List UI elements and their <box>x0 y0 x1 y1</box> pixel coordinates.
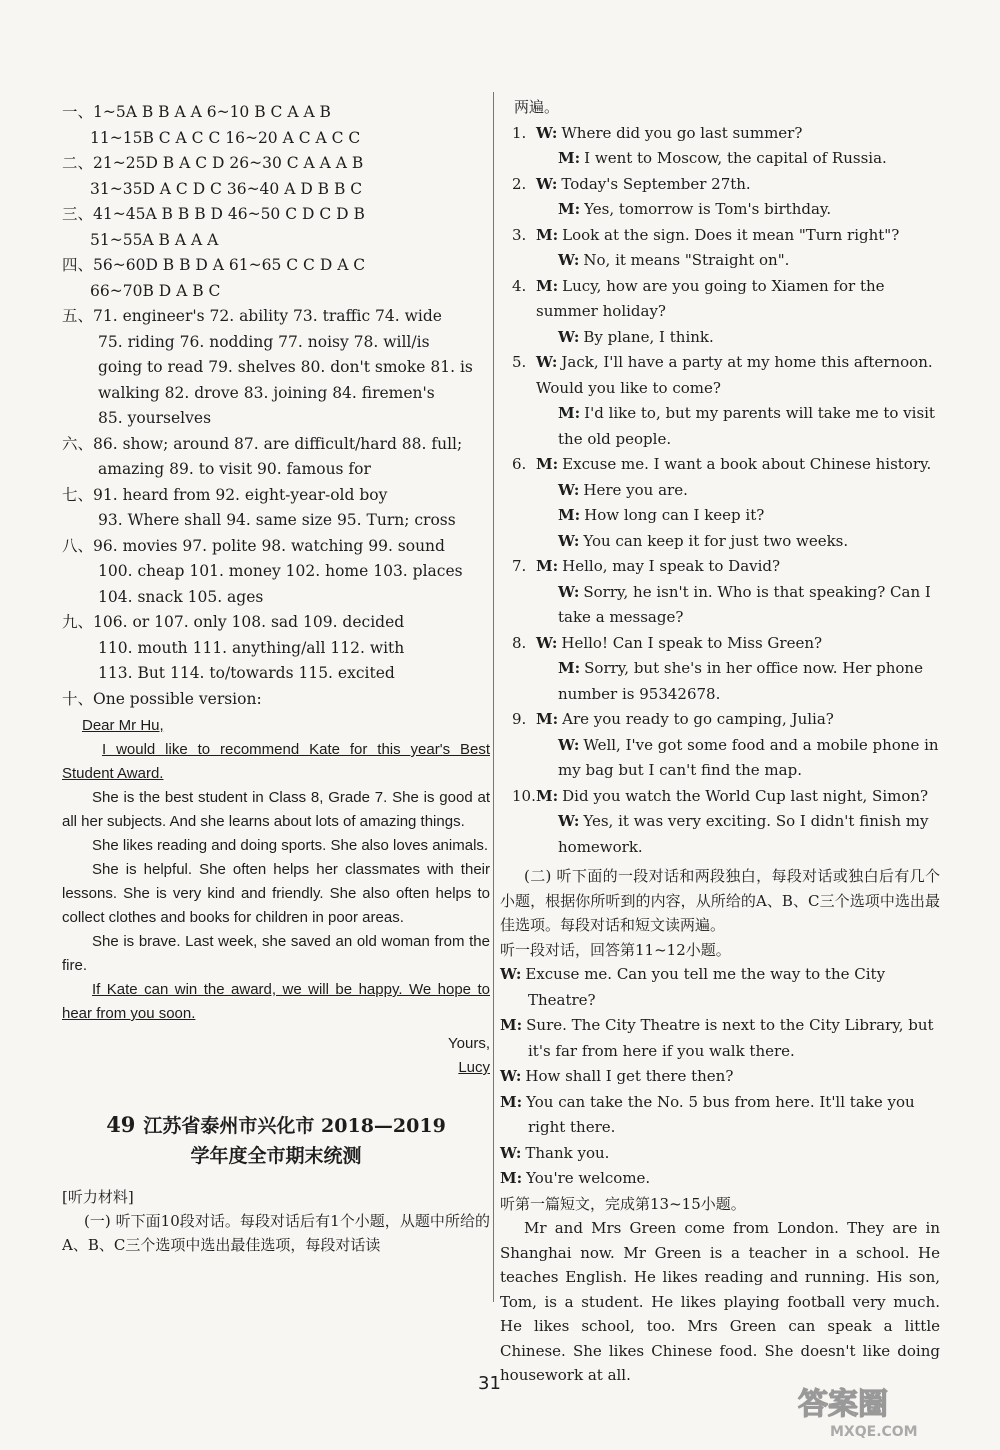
answer-range: 31~35 <box>90 179 143 198</box>
dialogue-line <box>500 325 940 351</box>
dialogue-line <box>500 656 940 707</box>
answer-line: 93. Where shall 94. same size 95. Turn; cross <box>98 511 456 529</box>
answer-letters: A B B B D 46~50 C D C D B <box>145 205 365 223</box>
speaker: M: <box>536 455 559 473</box>
speaker: M: <box>500 1092 523 1111</box>
dialogue-number: 5. <box>512 353 527 371</box>
answer-line: 五、71. engineer's 72. ability 73. traffic 74. wide <box>62 307 442 325</box>
speaker: M: <box>536 276 559 295</box>
answer-letters: D B B D A 61~65 C C D A C <box>145 256 366 274</box>
dialogue-line <box>500 631 940 657</box>
dialogue-text: You're welcome. <box>526 1169 651 1187</box>
speaker: W: <box>500 965 522 983</box>
answer-range: 三、41~45 <box>62 205 146 223</box>
dialogue-text: Hello, may I speak to David? <box>562 557 781 575</box>
speaker: W: <box>558 812 580 830</box>
dialogue-text: You can take the No. 5 bus from here. It'll take you right there. <box>526 1092 915 1136</box>
answer-line: 113. But 114. to/towards 115. excited <box>98 664 395 682</box>
section-number: 49 <box>106 1112 136 1137</box>
answer-row <box>62 177 490 203</box>
answer-line: amazing 89. to visit 90. famous for <box>98 460 371 478</box>
svg-text:MXQE.COM: MXQE.COM <box>830 1424 918 1440</box>
answer-letters: B D A B C <box>142 281 221 300</box>
answer-letters: D B A C D 26~30 C A A A B <box>145 154 364 172</box>
dialogue-number: 2. <box>512 174 527 193</box>
svg-text:答案圈: 答案圈 <box>798 1387 888 1422</box>
dialogue-number: 4. <box>512 276 527 295</box>
letter-paragraph: She is brave. Last week, she saved an old woman from the fire. <box>62 933 490 974</box>
letter-paragraph: She likes reading and doing sports. She also loves animals. <box>92 837 489 854</box>
dialogue-line <box>500 146 940 172</box>
dialogue-2 <box>500 962 940 1192</box>
answer-line: 八、96. movies 97. polite 98. watching 99. sound <box>62 536 445 555</box>
speaker: W: <box>558 582 580 601</box>
answer-row <box>62 100 490 126</box>
answer-range: 51~55 <box>90 230 143 249</box>
speaker: M: <box>536 710 559 728</box>
dialogue-list <box>500 121 940 861</box>
dialogue-text: Where did you go last summer? <box>561 123 803 142</box>
letter-greeting: Dear Mr Hu, <box>82 717 164 734</box>
speaker: W: <box>558 735 580 754</box>
speaker: W: <box>558 480 580 499</box>
section-intro: (一) 听下面10段对话。每段对话后有1个小题，从题中所给的A、B、C三个选项中选出最佳选项，每段对话读 <box>62 1212 490 1254</box>
answer-line: 104. snack 105. ages <box>98 587 264 606</box>
answer-letters: A B B A A 6~10 B C A A B <box>125 103 331 121</box>
dialogue-line <box>500 1141 940 1167</box>
letter-paragraph: If Kate can win the award, we will be happy. We hope to hear from you soon. <box>62 981 490 1022</box>
answer-letters: B C A C C 16~20 A C A C C <box>142 128 361 147</box>
dialogue-number: 6. <box>512 455 527 473</box>
answer-letters: A B A A A <box>142 230 219 249</box>
answer-row <box>62 228 490 254</box>
answer-row <box>62 202 490 228</box>
section-title-line2: 学年度全市期末统测 <box>190 1145 362 1167</box>
speaker: M: <box>536 786 559 805</box>
dialogue-line <box>500 554 940 580</box>
dialogue-text: Yes, tomorrow is Tom's birthday. <box>584 200 832 218</box>
speaker: W: <box>536 353 558 371</box>
speaker: M: <box>558 149 581 167</box>
dialogue-number: 3. <box>512 225 527 244</box>
dialogue-line <box>500 809 940 860</box>
dialogue-text: I'd like to, but my parents will take me to visit the old people. <box>558 404 935 448</box>
answer-key <box>62 100 490 712</box>
speaker: W: <box>558 327 580 346</box>
letter-paragraph: I would like to recommend Kate for this year's Best Student Award. <box>62 741 490 782</box>
answer-line: 九、106. or 107. only 108. sad 109. decided <box>62 613 405 631</box>
answer-line: 七、91. heard from 92. eight-year-old boy <box>62 485 388 504</box>
dialogue-line <box>500 529 940 555</box>
dialogue-text: Here you are. <box>583 480 688 499</box>
dialogue-number: 9. <box>512 710 527 728</box>
answer-row <box>62 151 490 177</box>
part2-intro: (二) 听下面的一段对话和两段独白，每段对话或独白后有几个小题，根据你所听到的内容，从所给的A、B、C三个选项中选出最佳选项。每段对话和短文读两遍。 <box>500 867 940 934</box>
dialogue-line <box>500 452 940 478</box>
right-column <box>500 100 940 1388</box>
answer-letters: D A C D C 36~40 A D B B C <box>142 179 363 198</box>
speaker: M: <box>536 557 559 575</box>
answer-range: 11~15 <box>90 128 143 147</box>
speaker: M: <box>536 225 559 244</box>
section-title <box>62 1110 490 1171</box>
dialogue-text: Look at the sign. Does it mean "Turn right"? <box>562 225 900 244</box>
answer-line: 六、86. show; around 87. are difficult/hard 88. full; <box>62 434 463 453</box>
model-letter <box>62 714 490 1080</box>
answer-row <box>62 126 490 152</box>
dialogue-line <box>500 580 940 631</box>
dialogue-text: Well, I've got some food and a mobile phone in my bag but I can't find the map. <box>558 735 939 779</box>
speaker: W: <box>536 633 558 652</box>
dialogue-line <box>500 478 940 504</box>
speaker: M: <box>558 404 581 422</box>
dialogue-line <box>500 401 940 452</box>
dialogue-number: 1. <box>512 123 527 142</box>
dialogue-text: Jack, I'll have a party at my home this afternoon. Would you like to come? <box>536 353 933 397</box>
column-divider <box>493 92 494 1302</box>
answer-range: 四、56~60 <box>62 256 146 274</box>
section-title-line1: 江苏省泰州市兴化市 2018—2019 <box>143 1115 446 1137</box>
dialogue-line <box>500 1166 940 1192</box>
answer-range: 二、21~25 <box>62 154 146 172</box>
dialogue-line <box>500 121 940 147</box>
dialogue-text: Did you watch the World Cup last night, Simon? <box>562 786 929 805</box>
dialogue-text: Excuse me. I want a book about Chinese history. <box>562 455 932 473</box>
dialogue-text: Are you ready to go camping, Julia? <box>562 710 834 728</box>
dialogue-text: Thank you. <box>525 1143 610 1162</box>
dialogue-text: No, it means "Straight on". <box>583 251 790 269</box>
dialogue-text: Lucy, how are you going to Xiamen for the summer holiday? <box>536 276 885 320</box>
dialogue-text: By plane, I think. <box>583 327 714 346</box>
speaker: M: <box>558 200 581 218</box>
dialogue-text: Yes, it was very exciting. So I didn't finish my homework. <box>558 812 929 856</box>
watermark-logo <box>790 1380 970 1440</box>
letter-signature: Lucy <box>458 1059 490 1076</box>
dialogue-text: Sorry, he isn't in. Who is that speaking? Can I take a message? <box>558 582 931 626</box>
letter-paragraph: She is the best student in Class 8, Grade 7. She is good at all her subjects. And she learns about lots of amazing things. <box>62 789 490 830</box>
speaker: W: <box>558 531 580 550</box>
speaker: W: <box>500 1143 522 1162</box>
dialogue-text: How shall I get there then? <box>525 1067 734 1085</box>
dialogue-line <box>500 962 940 1013</box>
speaker: W: <box>558 251 580 269</box>
answer-line: 75. riding 76. nodding 77. noisy 78. will/is <box>98 332 430 351</box>
dialogue-line <box>500 223 940 249</box>
speaker: W: <box>536 174 558 193</box>
passage-task: 听第一篇短文，完成第13~15小题。 <box>500 1194 746 1213</box>
dialogue-text: Sorry, but she's in her office now. Her phone number is 95342678. <box>558 659 923 703</box>
speaker: M: <box>500 1016 523 1034</box>
answer-line: 十、One possible version: <box>62 689 262 708</box>
dialogue-line <box>500 350 940 401</box>
part2-task: 听一段对话，回答第11~12小题。 <box>500 940 731 959</box>
speaker: W: <box>536 123 558 142</box>
dialogue-text: You can keep it for just two weeks. <box>583 531 849 550</box>
answer-row <box>62 253 490 279</box>
dialogue-line <box>500 248 940 274</box>
answer-line: 85. yourselves <box>98 409 212 427</box>
dialogue-text: Sure. The City Theatre is next to the City Library, but it's far from here if you walk there. <box>526 1016 934 1060</box>
answer-line: going to read 79. shelves 80. don't smoke 81. is <box>98 358 473 376</box>
dialogue-number: 10. <box>512 786 536 805</box>
dialogue-line <box>500 784 940 810</box>
dialogue-line <box>500 1064 940 1090</box>
dialogue-line <box>500 172 940 198</box>
dialogue-text: How long can I keep it? <box>584 506 765 524</box>
dialogue-line <box>500 733 940 784</box>
speaker: W: <box>500 1067 522 1085</box>
dialogue-text: Excuse me. Can you tell me the way to the City Theatre? <box>525 965 886 1009</box>
letter-closing: Yours, <box>448 1035 490 1052</box>
answer-line: 110. mouth 111. anything/all 112. with <box>98 638 405 657</box>
answer-line: walking 82. drove 83. joining 84. firemen's <box>98 383 435 402</box>
speaker: M: <box>558 506 581 524</box>
page-number: 31 <box>478 1373 501 1394</box>
dialogue-number: 8. <box>512 633 527 652</box>
answer-line: 100. cheap 101. money 102. home 103. places <box>98 562 463 580</box>
letter-paragraph: She is helpful. She often helps her classmates with their lessons. She is very kind and friendly. She also often helps to collect clothes and books for children in poor areas. <box>62 861 490 926</box>
dialogue-text: I went to Moscow, the capital of Russia. <box>584 149 887 167</box>
passage-text: Mr and Mrs Green come from London. They are in Shanghai now. Mr Green is a teacher in a school. He teaches English. He likes reading and running. His son, Tom, is a student. He likes playing football very much. He likes school, too. Mrs Green can speak a little Chinese. She likes Chinese food. She doesn't like doing housework at all. <box>500 1219 940 1384</box>
dialogue-line <box>500 707 940 733</box>
dialogue-text: Hello! Can I speak to Miss Green? <box>561 633 823 652</box>
listening-material-tag: [听力材料] <box>62 1188 134 1206</box>
dialogue-line <box>500 1090 940 1141</box>
dialogue-line <box>500 197 940 223</box>
dialogue-number: 7. <box>512 557 527 575</box>
dialogue-line <box>500 274 940 325</box>
continued-text: 两遍。 <box>514 98 560 116</box>
dialogue-line <box>500 503 940 529</box>
left-column <box>62 100 490 1257</box>
answer-range: 66~70 <box>90 281 143 300</box>
speaker: M: <box>500 1169 523 1187</box>
speaker: M: <box>558 659 581 677</box>
dialogue-text: Today's September 27th. <box>561 174 751 193</box>
answer-row <box>62 279 490 305</box>
answer-range: 一、1~5 <box>62 103 126 121</box>
dialogue-line <box>500 1013 940 1064</box>
